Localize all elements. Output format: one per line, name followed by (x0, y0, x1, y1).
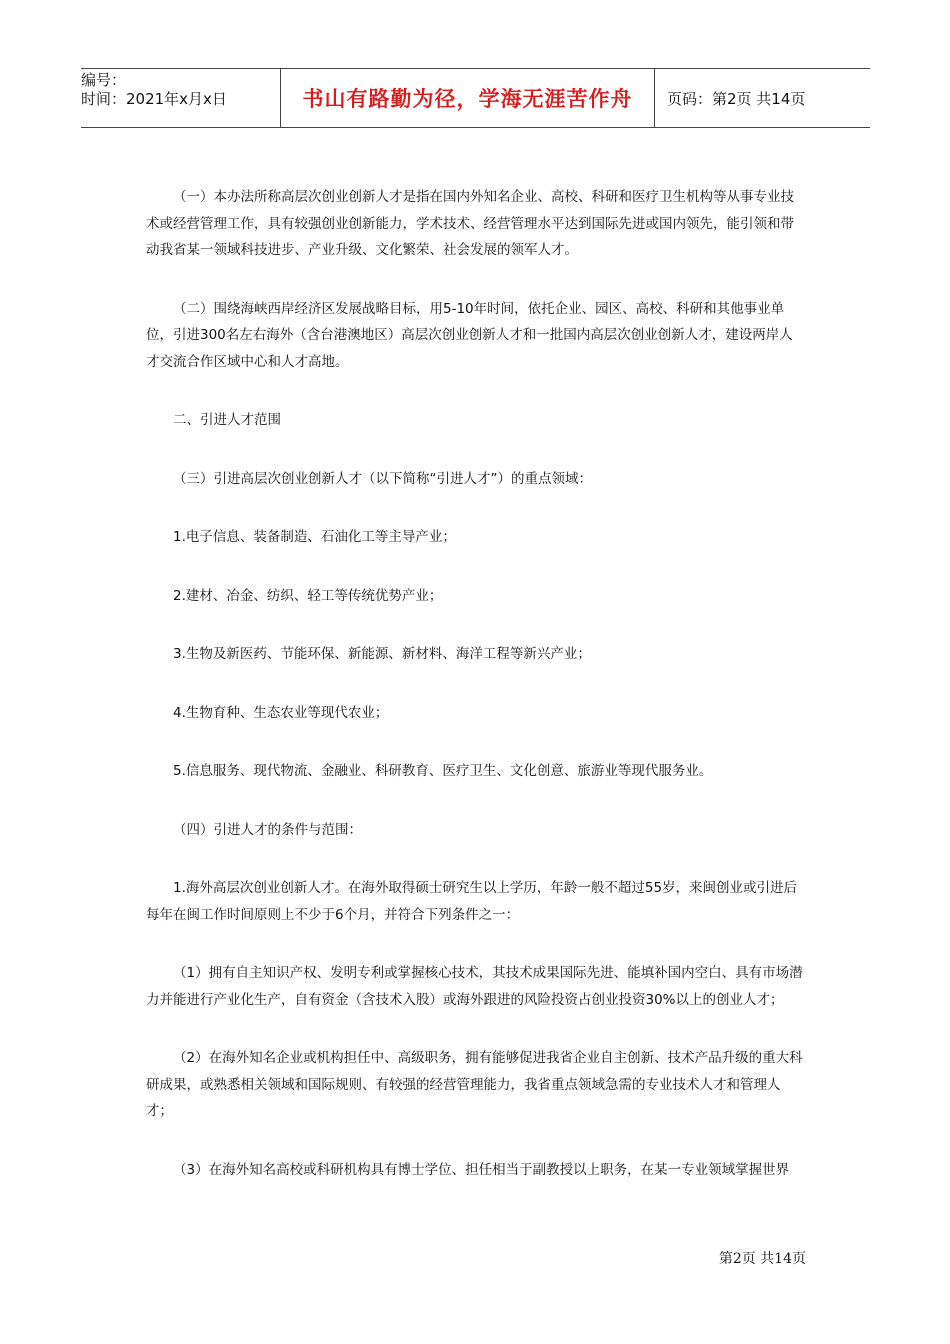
page-header (81, 68, 870, 128)
list-item: 1.电子信息、装备制造、石油化工等主导产业； (173, 529, 456, 545)
header-motto: 书山有路勤为径，学海无涯苦作舟 (281, 69, 655, 127)
list-item: 2.建材、冶金、纺织、轻工等传统优势产业； (173, 587, 443, 604)
list-item: 5.信息服务、现代物流、金融业、科研教育、医疗卫生、文化创意、旅游业等现代服务业。 (173, 763, 713, 779)
document-date-label: 时间：2021年x月x日 (81, 90, 227, 108)
paragraph: 1.海外高层次创业创新人才。在海外取得硕士研究生以上学历，年龄一般不超过55岁，来闽创业或引进后每年在闽工作时间原则上不少于6个月，并符合下列条件之一： (146, 880, 798, 923)
paragraph: （二）围绕海峡西岸经济区发展战略目标，用5-10年时间，依托企业、园区、高校、科研和其他事业单位，引进300名左右海外（含台港澳地区）高层次创业创新人才和一批国内高层次创业创新人才，建设两岸人才交流合作区域中心和人才高地。 (146, 300, 793, 370)
page-footer-number: 第2页 共14页 (718, 1251, 806, 1267)
paragraph: （1）拥有自主知识产权、发明专利或掌握核心技术，其技术成果国际先进、能填补国内空白、具有市场潜力并能进行产业化生产，自有资金（含技术入股）或海外跟进的风险投资占创业投资30%以上的创业人才； (146, 965, 803, 1008)
paragraph: （一）本办法所称高层次创业创新人才是指在国内外知名企业、高校、科研和医疗卫生机构等从事专业技术或经营管理工作，具有较强创业创新能力，学术技术、经营管理水平达到国际先进或国内领先，能引领和带动我省某一领域科技进步、产业升级、文化繁荣、社会发展的领军人才。 (146, 189, 794, 258)
header-left-cell (81, 69, 281, 127)
document-body (146, 184, 806, 1183)
list-item: 4.生物育种、生态农业等现代农业； (173, 704, 389, 721)
paragraph: （三）引进高层次创业创新人才（以下简称“引进人才”）的重点领域： (173, 470, 592, 487)
document-number-label: 编号： (81, 71, 127, 89)
header-page-info: 页码：第2页 共14页 (667, 89, 806, 108)
section-heading: 二、引进人才范围 (173, 412, 281, 428)
paragraph: （2）在海外知名企业或机构担任中、高级职务，拥有能够促进我省企业自主创新、技术产品升级的重大科研成果，或熟悉相关领域和国际规则、有较强的经营管理能力，我省重点领域急需的专业技术人才和管理人才； (146, 1050, 803, 1119)
paragraph: （四）引进人才的条件与范围： (173, 821, 362, 838)
paragraph: （3）在海外知名高校或科研机构具有博士学位、担任相当于副教授以上职务，在某一专业领域掌握世界 (173, 1161, 790, 1178)
list-item: 3.生物及新医药、节能环保、新能源、新材料、海洋工程等新兴产业； (173, 646, 591, 662)
